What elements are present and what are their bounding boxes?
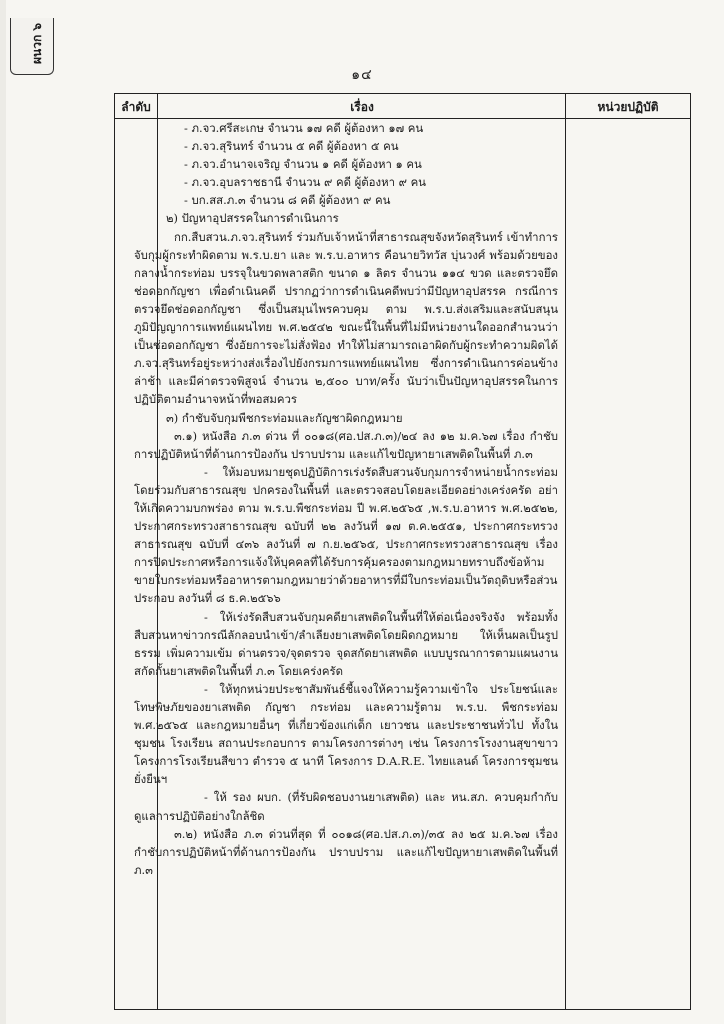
paragraph: กก.สืบสวน.ภ.จว.สุรินทร์ ร่วมกับเจ้าหน้าที่สาธารณสุขจังหวัดสุรินทร์ เข้าทำการจับกุมผู้กระทำผิดตาม พ.ร.บ.ยา และ พ.ร.บ.อาหาร คือนายวิทวัส บุ่นวงศ์ พร้อมด้วยของกลางน้ำกระท่อม บรรจุในขวดพลาสติก ขนาด ๑ ลิตร จำนวน ๑๑๔ ขวด และตรวจยึดช่อดอกกัญชา เพื่อดำเนินคดี ปรากฏว่าการดำเนินคดีพบว่ามีปัญหาอุปสรรค กรณีการตรวจยึดช่อดอกกัญชา ซึ่งเป็นสมุนไพรควบคุม ตาม พ.ร.บ.ส่งเสริมและสนับสนุนภูมิปัญญาการแพทย์แผนไทย พ.ศ.๒๕๔๒ ขณะนี้ในพื้นที่ไม่มีหน่วยงานใดออกสำนวนว่าเป็นช่อดอกกัญชา ซึ่งอัยการจะไม่สั่งฟ้อง ทำให้ไม่สามารถเอาผิดกับผู้กระทำความผิดได้ ภ.จว.สุรินทร์อยู่ระหว่างส่งเรื่องไปยังกรมการแพทย์แผนไทย ซึ่งการดำเนินการค่อนข้างล่าช้า และมีค่าตรวจพิสูจน์ จำนวน ๒,๕๐๐ บาท/ครั้ง นับว่าเป็นปัญหาอุปสรรคในการปฏิบัติตามอำนาจหน้าที่พอสมควร <box>134 229 558 407</box>
column-divider <box>565 94 566 1009</box>
subject-content <box>134 119 558 879</box>
header-no: ลำดับ <box>121 100 151 114</box>
header-subject: เรื่อง <box>350 100 374 114</box>
paragraph: - ให้ทุกหน่วยประชาสัมพันธ์ชี้แจงให้ความรู้ความเข้าใจ ประโยชน์และโทษพิษภัยของยาเสพติด กัญชา กระท่อม และความรู้ตาม พ.ร.บ. พืชกระท่อม พ.ศ.๒๕๖๕ และกฎหมายอื่นๆ ที่เกี่ยวข้องแก่เด็ก เยาวชน และประชาชนทั่วไป ทั้งในชุมชน โรงเรียน สถานประกอบการ ตามโครงการต่างๆ เช่น โครงการโรงงานสุขาขาว โครงการโรงเรียนสีขาว ตำรวจ ๕ นาที โครงการ D.A.R.E. ไทยแลนด์ โครงการชุมชนยั่งยืนฯ <box>134 681 558 787</box>
page-number: ๑๔ <box>351 67 373 83</box>
paragraph: - ให้ รอง ผบก. (ที่รับผิดชอบงานยาเสพติด) และ หน.สภ. ควบคุมกำกับดูแลการปฏิบัติอย่างใกล้ชิด <box>134 790 558 823</box>
bullet-item: - ภ.จว.อุบลราชธานี จำนวน ๙ คดี ผู้ต้องหา ๙ คน <box>184 175 426 190</box>
paragraph: ๓.๒) หนังสือ ภ.๓ ด่วนที่สุด ที่ ๐๐๑๘(ศอ.ปส.ภ.๓)/๓๕ ลง ๒๕ ม.ค.๖๗ เรื่อง กำชับการปฏิบัติหน้าที่ด้านการป้องกัน ปราบปราม และแก้ไขปัญหายาเสพติดในพื้นที่ ภ.๓ <box>134 826 558 877</box>
section-heading: ๓) กำชับจับกุมพืชกระท่อมและกัญชาผิดกฎหมาย <box>166 410 403 425</box>
section-heading: ๒) ปัญหาอุปสรรคในการดำเนินการ <box>166 211 339 226</box>
paragraph: - ให้เร่งรัดสืบสวนจับกุมคดียาเสพติดในพื้นที่ให้ต่อเนื่องจริงจัง พร้อมทั้งสืบสวนหาข่าวกรณีลักลอบนำเข้า/ลำเลียงยาเสพติดโดยผิดกฎหมาย ให้เห็นผลเป็นรูปธรรม เพิ่มความเข้ม ด่านตรวจ/จุดตรวจ จุดสกัดยาเสพติด แบบบูรณาการตามแผนงานสกัดกั้นยาเสพติดในพื้นที่ ภ.๓ โดยเคร่งครัด <box>134 609 558 678</box>
bullet-item: - บก.สส.ภ.๓ จำนวน ๘ คดี ผู้ต้องหา ๙ คน <box>184 193 391 208</box>
header-unit: หน่วยปฏิบัติ <box>597 100 659 114</box>
corner-tab-label: ผนวก ๖ <box>30 22 45 65</box>
bullet-item: - ภ.จว.ศรีสะเกษ จำนวน ๑๗ คดี ผู้ต้องหา ๑๗ คน <box>184 121 424 135</box>
bullet-item: - ภ.จว.สุรินทร์ จำนวน ๕ คดี ผู้ต้องหา ๕ คน <box>184 139 399 154</box>
paragraph: - ให้มอบหมายชุดปฏิบัติการเร่งรัดสืบสวนจับกุมการจำหน่ายน้ำกระท่อม โดยร่วมกับสาธารณสุข ปกครองในพื้นที่ และตรวจสอบโดยละเอียดอย่างเคร่งครัด อย่าให้เกิดความบกพร่อง ตาม พ.ร.บ.พืชกระท่อม ปี พ.ศ.๒๕๖๕ ,พ.ร.บ.อาหาร พ.ศ.๒๕๒๒, ประกาศกระทรวงสาธารณสุข ฉบับที่ ๒๒ ลงวันที่ ๑๗ ต.ค.๒๕๕๑, ประกาศกระทรวงสาธารณสุข ฉบับที่ ๔๓๖ ลงวันที่ ๗ ก.ย.๒๕๖๕, ประกาศกระทรวงสาธารณสุข เรื่อง การปิดประกาศหรือการแจ้งให้บุคคลที่ได้รับการคุ้มครองตามกฎหมายทราบถึงข้อห้ามขายใบกระท่อมหรืออาหารตามกฎหมายว่าด้วยอาหารที่มีใบกระท่อมเป็นวัตถุดิบหรือส่วนประกอบ ลงวันที่ ๘ ธ.ค.๒๕๖๖ <box>134 464 558 606</box>
bullet-item: - ภ.จว.อำนาจเจริญ จำนวน ๑ คดี ผู้ต้องหา ๑ คน <box>184 157 422 172</box>
paragraph: ๓.๑) หนังสือ ภ.๓ ด่วน ที่ ๐๐๑๘(ศอ.ปส.ภ.๓)/๒๔ ลง ๑๒ ม.ค.๖๗ เรื่อง กำชับการปฏิบัติหน้าที่ด้านการป้องกัน ปราบปราม และแก้ไขปัญหายาเสพติดในพื้นที่ ภ.๓ <box>134 428 558 461</box>
